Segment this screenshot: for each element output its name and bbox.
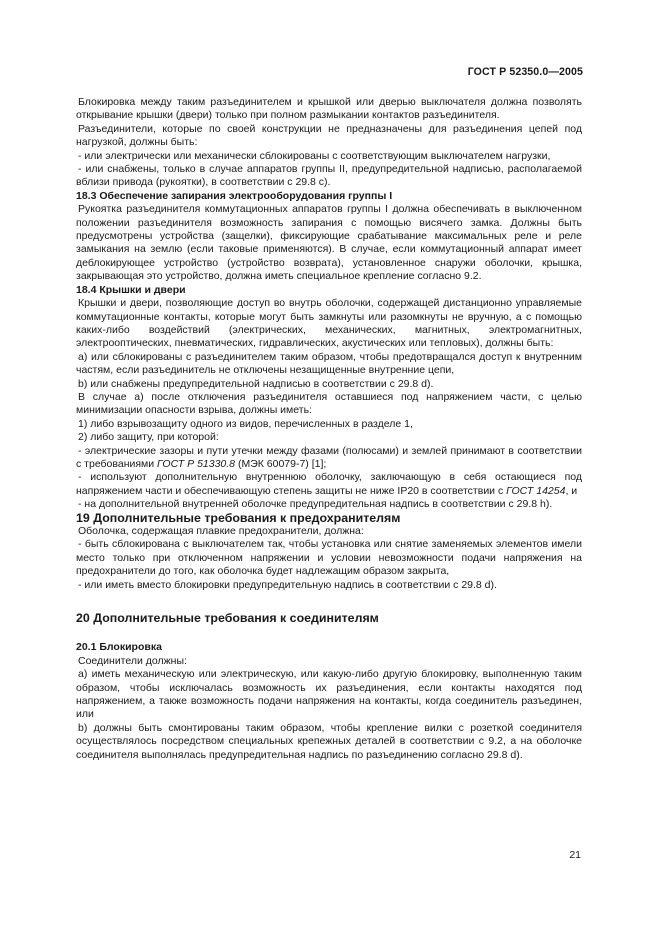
list-item: b) должны быть смонтированы таким образом, чтобы крепление вилки с розеткой соединителя осуществлялось посредством специальных крепежных деталей в соответствии с 9.2, а на оболочке соединителя выполнялась предупредительная надпись по разъединению согласно 29.8 d). <box>76 721 582 761</box>
page-number: 21 <box>569 849 581 861</box>
section-heading-20: 20 Дополнительные требования к соединителям <box>76 611 379 626</box>
list-item: - на дополнительной внутренней оболочке предупредительная надпись в соответствии с 29.8 h). <box>78 498 553 511</box>
subsection-heading-18-4: 18.4 Крышки и двери <box>76 283 186 296</box>
list-text: , и <box>565 484 578 497</box>
list-text: - электрические зазоры и пути утечки между фазами (полюсами) и землей принимают в соответствии с требованиями <box>76 444 582 470</box>
list-item: а) или сблокированы с разъединителем таким образом, чтобы предотвращался доступ к внутренним частям, если разъединитель не отключены незащищенные внутренние цепи, <box>76 350 582 377</box>
list-item: 1) либо взрывозащиту одного из видов, перечисленных в разделе 1, <box>78 417 413 430</box>
list-text: - используют дополнительную внутреннюю оболочку, заключающую в себя остающиеся под напряжением части и обеспечивающую степень защиты не ниже IP20 в соответствии с <box>76 471 582 497</box>
list-item: - или электрически или механически сблокированы с соответствующим выключателем нагрузки, <box>78 149 551 162</box>
standard-reference: ГОСТ Р 51330.8 <box>157 457 236 470</box>
list-item <box>76 445 582 472</box>
list-item: 2) либо защиту, при которой: <box>78 431 219 444</box>
subsection-heading-20-1: 20.1 Блокировка <box>76 641 162 654</box>
paragraph: Рукоятка разъединителя коммутационных аппаратов группы I должна обеспечивать в выключенном положении разъединителя возможность запирания с помощью висячего замка. Должны быть предусмотрены устройства (защелки), фиксирующие срабатывание максимальных реле и реле замыкания на землю (если таковые применяются). В случае, если коммутационный аппарат имеет деблокирующее устройство (устройство возврата), установленное снаружи оболочки, крышка, закрывающая это устройство, должна иметь специальное крепление согласно 9.2. <box>76 203 582 283</box>
list-item: - или снабжены, только в случае аппаратов группы II, предупредительной надписью, располагаемой вблизи привода (рукоятки), в соответствии с 29.8 с). <box>76 163 582 189</box>
list-item: а) иметь механическую или электрическую, или какую-либо другую блокировку, выполненную таким образом, чтобы исключалась возможность их разъединения, если контакты находятся под напряжением, а также возможность подачи напряжения на контакты, когда соединитель разъединен, или <box>76 668 582 721</box>
paragraph: Разъединители, которые по своей конструкции не предназначены для разъединения цепей под нагрузкой, должны быть: <box>76 122 582 149</box>
paragraph: В случае а) после отключения разъединителя оставшиеся под напряжением части, с целью минимизации опасности взрыва, должны иметь: <box>76 390 582 417</box>
section-heading-19: 19 Дополнительные требования к предохранителям <box>76 510 401 525</box>
list-item: - быть сблокирована с выключателем так, чтобы установка или снятие заменяемых элементов имели место только при отключенном напряжении и условии невозможности подачи напряжения на предохранители до того, как оболочка будет надлежащим образом закрыта, <box>76 538 582 578</box>
list-item: - или иметь вместо блокировки предупредительную надпись в соответствии с 29.8 d). <box>78 578 497 591</box>
document-header: ГОСТ Р 52350.0—2005 <box>467 66 583 78</box>
list-text: (МЭК 60079-7) [1]; <box>235 457 327 470</box>
paragraph: Блокировка между таким разъединителем и крышкой или дверью выключателя должна позволять открывание крышки (двери) только при полном размыкании контактов разъединителя. <box>76 96 582 122</box>
paragraph: Крышки и двери, позволяющие доступ во внутрь оболочки, содержащей дистанционно управляемые коммутационные контакты, которые могут быть замкнуты или разомкнуты не вручную, а с помощью каких-либо воздействий (электрических, механических, магнитных, электромагнитных, электрооптических, пневматических, гидравлических, акустических или тепловых), должны быть: <box>76 297 582 350</box>
paragraph: Оболочка, содержащая плавкие предохранители, должна: <box>78 525 364 537</box>
paragraph: Соединители должны: <box>78 654 187 667</box>
list-item <box>76 471 582 498</box>
subsection-heading-18-3: 18.3 Обеспечение запирания электрооборудования группы I <box>76 189 393 202</box>
standard-reference: ГОСТ 14254 <box>506 484 566 497</box>
document-body <box>76 96 582 762</box>
list-item: b) или снабжены предупредительной надписью в соответствии с 29.8 d). <box>78 377 434 390</box>
